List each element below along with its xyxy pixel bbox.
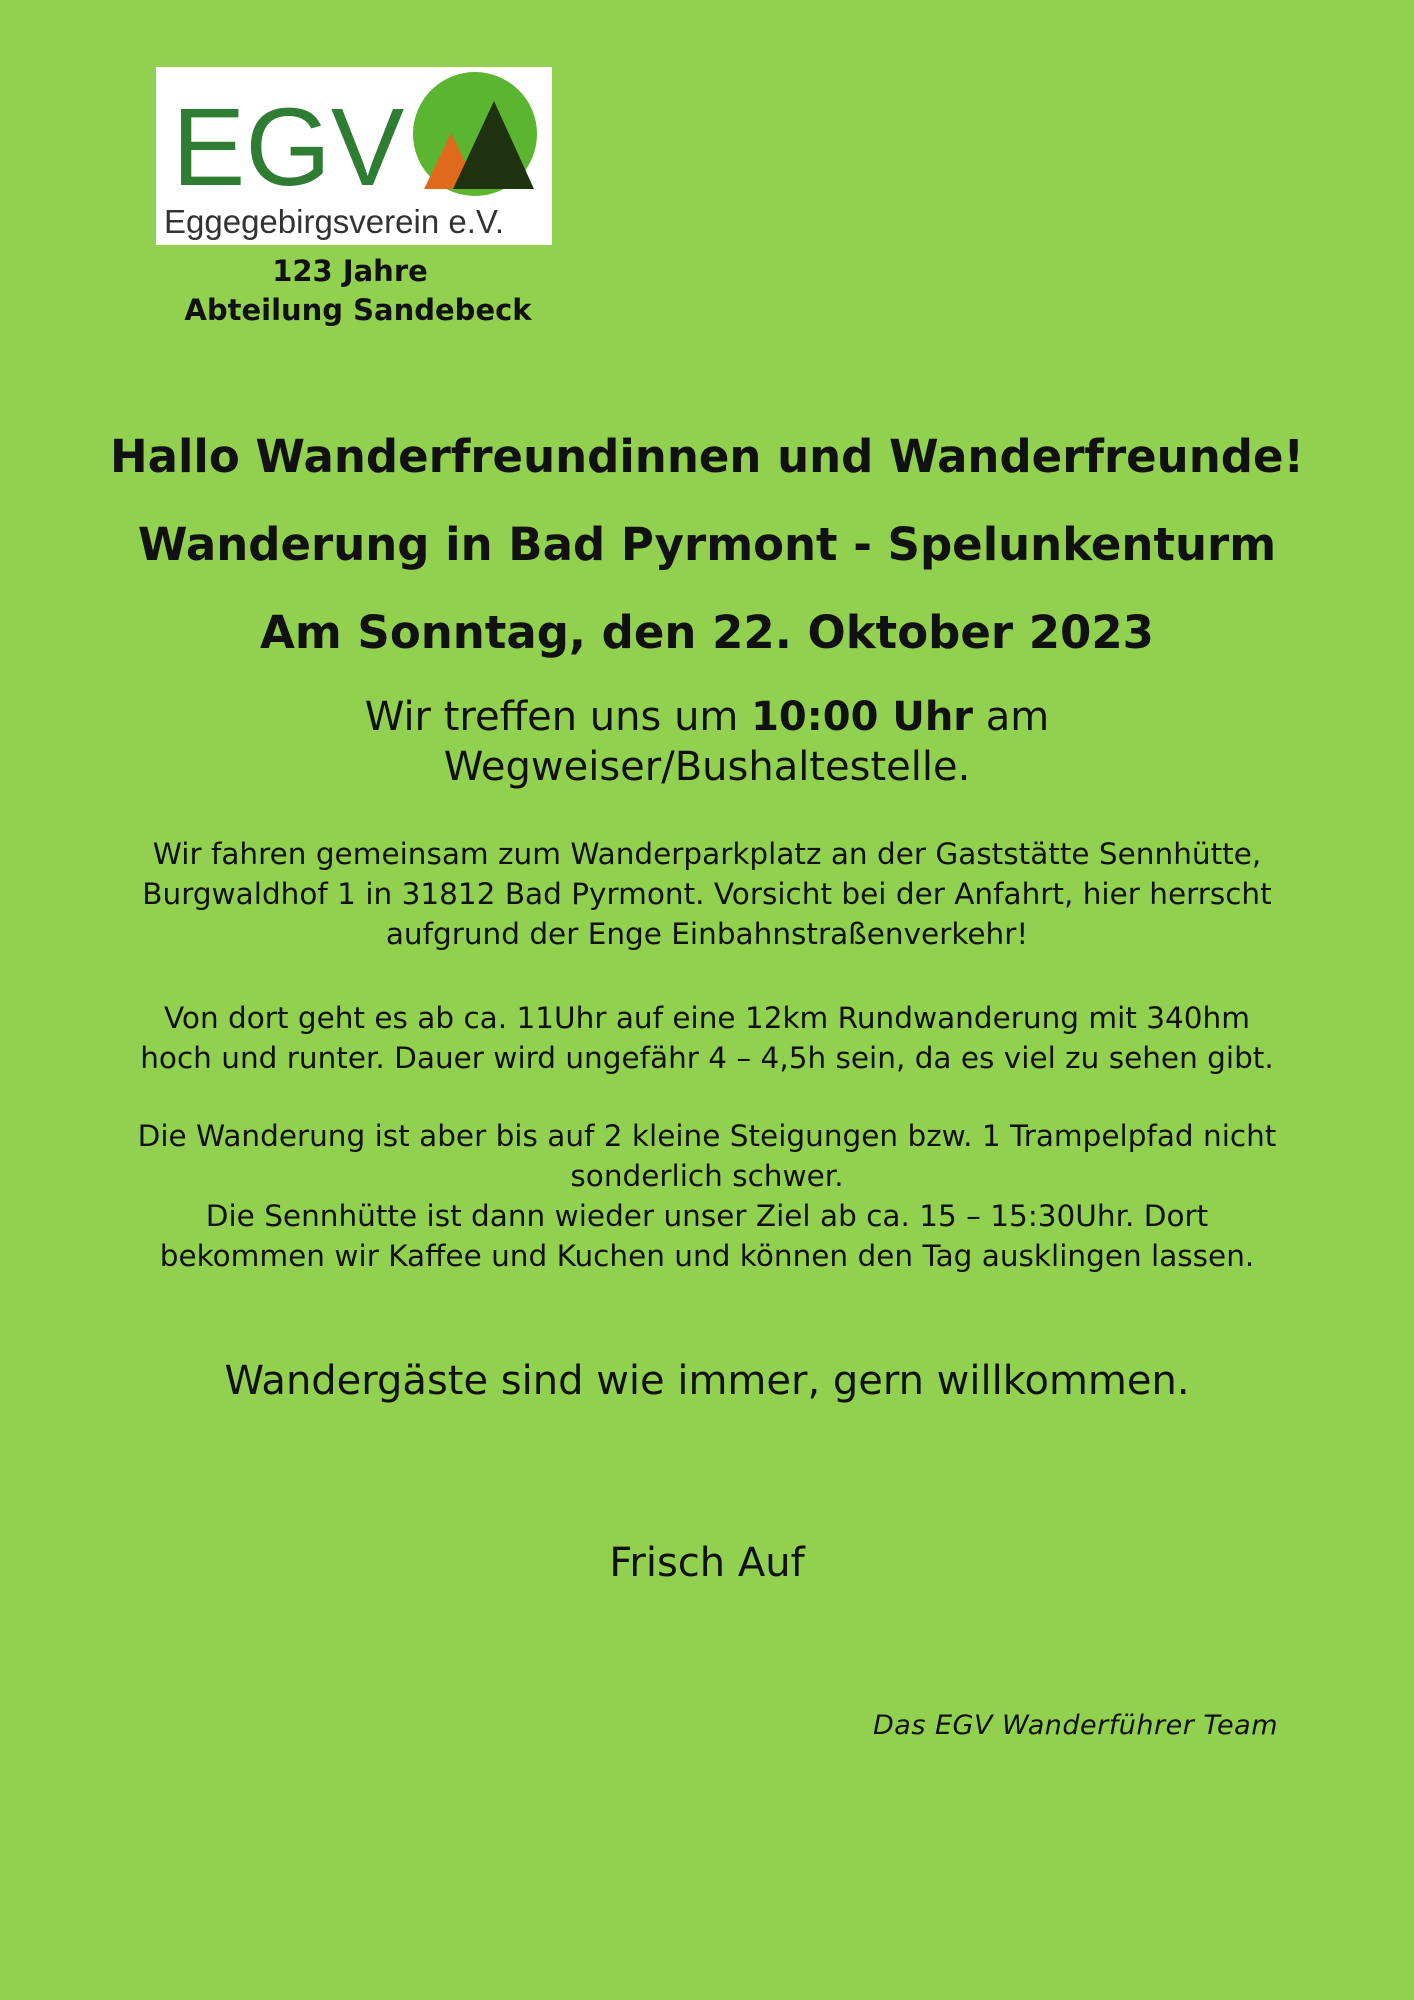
paragraph-parking (0, 834, 1414, 954)
paragraph-line: Die Sennhütte ist dann wieder unser Ziel ab ca. 15 – 15:30Uhr. Dort (205, 1199, 1209, 1233)
logo-club-name: Eggegebirgsverein e.V. (164, 203, 505, 240)
paragraph-line: hoch und runter. Dauer wird ungefähr 4 – 4,5h sein, da es viel zu sehen gibt. (140, 1041, 1274, 1075)
paragraph-line: aufgrund der Enge Einbahnstraßenverkehr! (385, 917, 1029, 951)
hike-date: Am Sonntag, den 22. Oktober 2023 (260, 606, 1154, 659)
paragraph-line: Burgwaldhof 1 in 31812 Bad Pyrmont. Vorsicht bei der Anfahrt, hier herrscht (142, 877, 1272, 911)
meeting-suffix: am (973, 694, 1050, 740)
paragraph-route (0, 998, 1414, 1078)
paragraph-line: Von dort geht es ab ca. 11Uhr auf eine 12km Rundwanderung mit 340hm (164, 1001, 1250, 1035)
hike-title: Wanderung in Bad Pyrmont - Spelunkenturm (137, 518, 1277, 571)
meeting-line (0, 692, 1414, 742)
paragraph-line: bekommen wir Kaffee und Kuchen und können den Tag ausklingen lassen. (159, 1239, 1255, 1273)
egv-logo (156, 67, 552, 245)
signature: Das EGV Wanderführer Team (873, 1710, 1278, 1741)
meeting-time: 10:00 Uhr (751, 694, 974, 740)
greeting-heading: Hallo Wanderfreundinnen und Wanderfreunde! (109, 430, 1305, 483)
guests-welcome: Wandergäste sind wie immer, gern willkommen. (224, 1358, 1190, 1404)
paragraph-line: sonderlich schwer. (570, 1159, 844, 1193)
logo-letters: EGV (172, 86, 405, 209)
club-division: Abteilung Sandebeck (184, 293, 532, 327)
club-years: 123 Jahre (272, 254, 428, 288)
paragraph-line: Die Wanderung ist aber bis auf 2 kleine Steigungen bzw. 1 Trampelpfad nicht (137, 1119, 1277, 1153)
meeting-prefix: Wir treffen uns um (364, 694, 752, 740)
farewell-text: Frisch Auf (609, 1540, 805, 1586)
paragraph-difficulty (0, 1116, 1414, 1276)
meeting-info (0, 692, 1414, 792)
paragraph-line: Wir fahren gemeinsam zum Wanderparkplatz an der Gaststätte Sennhütte, (152, 837, 1262, 871)
meeting-place: Wegweiser/Bushaltestelle. (443, 744, 971, 790)
